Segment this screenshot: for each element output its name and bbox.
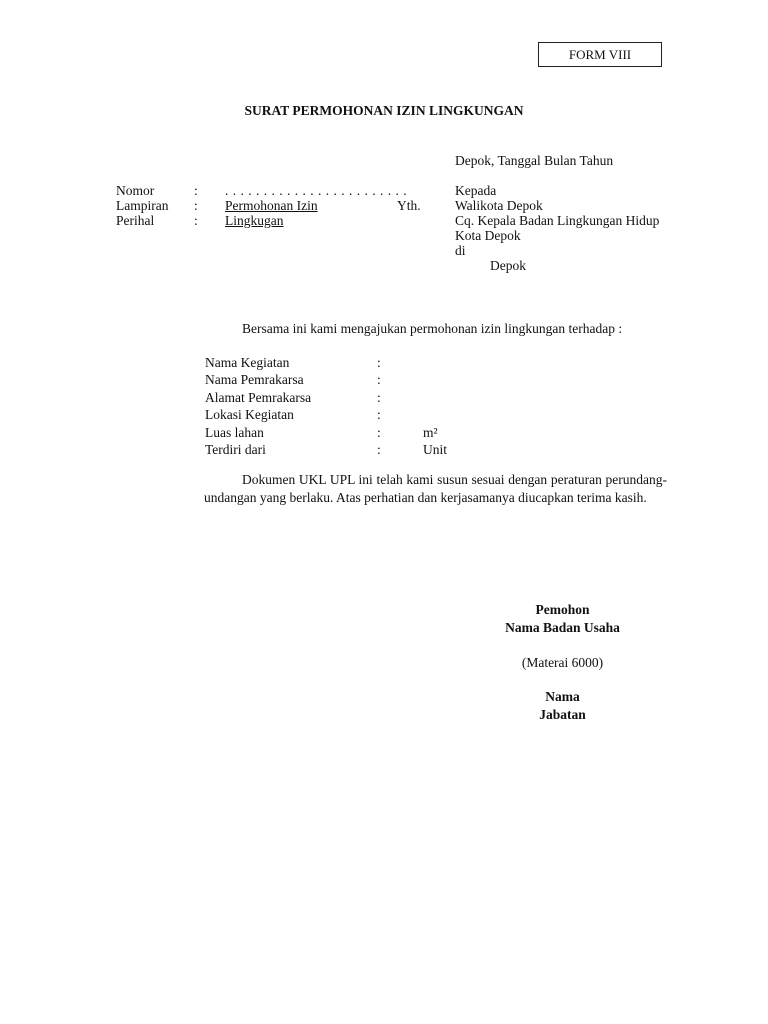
lampiran-value: Permohonan Izin — [225, 198, 318, 213]
nomor-colon: : — [194, 183, 198, 198]
signer-position: Jabatan — [539, 707, 586, 722]
recipient-city: Depok — [490, 258, 526, 273]
lampiran-label: Lampiran — [116, 198, 169, 213]
perihal-value: Lingkugan — [225, 213, 284, 228]
perihal-colon: : — [194, 213, 198, 228]
field-label: Nama Pemrakarsa — [205, 372, 304, 387]
field-colon: : — [377, 355, 381, 370]
lampiran-colon: : — [194, 198, 198, 213]
recipient-line: Kota Depok — [455, 228, 521, 243]
field-colon: : — [377, 372, 381, 387]
recipient-line: di — [455, 243, 466, 258]
form-number-box: FORM VIII — [538, 42, 662, 67]
field-label: Terdiri dari — [205, 442, 266, 457]
field-label: Luas lahan — [205, 425, 264, 440]
field-label: Lokasi Kegiatan — [205, 407, 294, 422]
intro-paragraph: Bersama ini kami mengajukan permohonan izin lingkungan terhadap : — [242, 321, 623, 336]
field-unit: Unit — [423, 442, 448, 457]
field-colon: : — [377, 407, 381, 422]
perihal-label: Perihal — [116, 213, 155, 228]
recipient-line: Cq. Kepala Badan Lingkungan Hidup — [455, 213, 660, 228]
field-label: Nama Kegiatan — [205, 355, 290, 370]
nomor-value: . . . . . . . . . . . . . . . . . . . . . . . . — [225, 183, 408, 198]
applicant-label: Pemohon — [535, 602, 590, 617]
field-colon: : — [377, 442, 381, 457]
field-colon: : — [377, 425, 381, 440]
signer-name: Nama — [545, 689, 580, 704]
recipient-line: Walikota Depok — [455, 198, 543, 213]
nomor-label: Nomor — [116, 183, 155, 198]
field-unit: m² — [423, 425, 438, 440]
recipient-line: Kepada — [455, 183, 497, 198]
stamp-duty: (Materai 6000) — [521, 655, 604, 670]
yth-label: Yth. — [397, 198, 421, 213]
company-name: Nama Badan Usaha — [505, 620, 620, 635]
field-colon: : — [377, 390, 381, 405]
letter-title: SURAT PERMOHONAN IZIN LINGKUNGAN — [244, 103, 524, 118]
field-label: Alamat Pemrakarsa — [205, 390, 312, 405]
closing-paragraph: Dokumen UKL UPL ini telah kami susun sesuai dengan peraturan perundang-undangan yang berlaku. Atas perhatian dan kerjasamanya diucapkan terima kasih. — [204, 472, 667, 505]
place-date: Depok, Tanggal Bulan Tahun — [455, 153, 614, 168]
